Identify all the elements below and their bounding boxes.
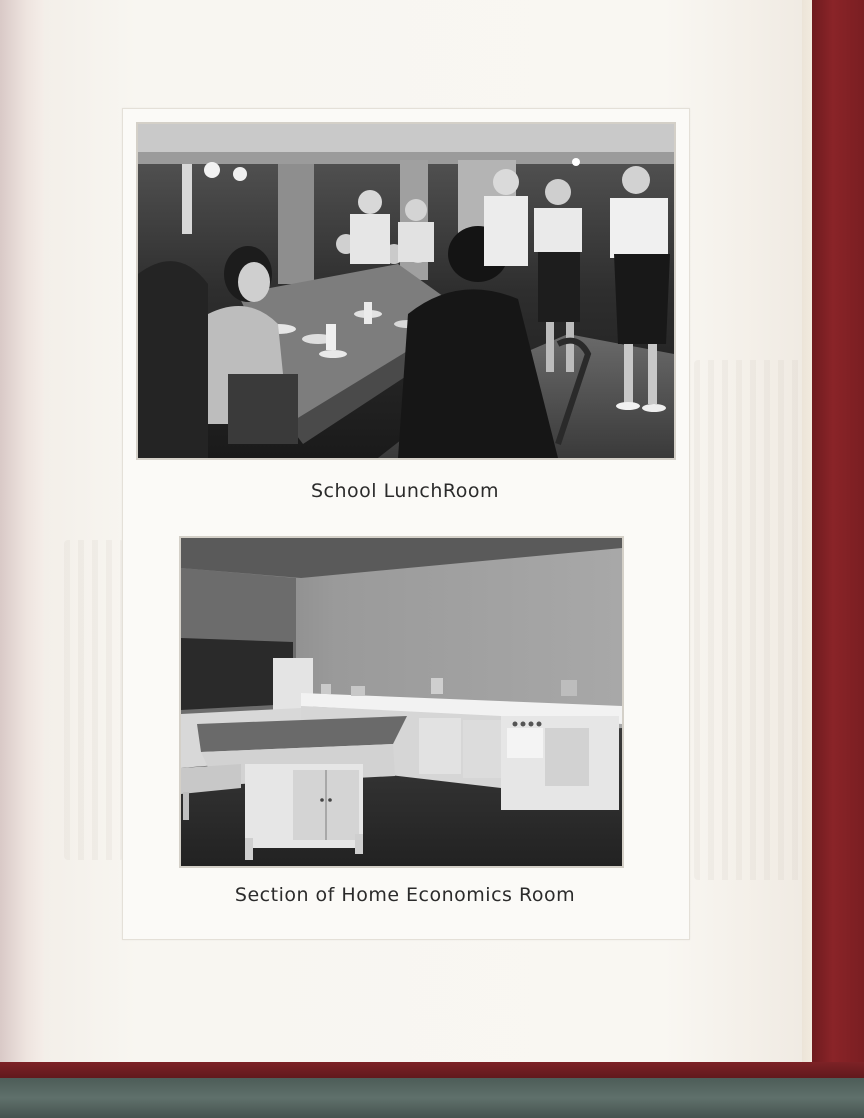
print-through-shadow xyxy=(694,360,814,880)
book-spine-edge xyxy=(0,0,48,1070)
lunch-room-photo xyxy=(136,122,676,460)
book-cover-right xyxy=(812,0,864,1080)
home-economics-caption: Section of Home Economics Room xyxy=(234,884,576,906)
background-surface xyxy=(0,1078,864,1118)
print-through-shadow xyxy=(64,540,124,860)
home-economics-photo xyxy=(179,536,624,868)
lunch-room-caption: School LunchRoom xyxy=(310,480,500,502)
